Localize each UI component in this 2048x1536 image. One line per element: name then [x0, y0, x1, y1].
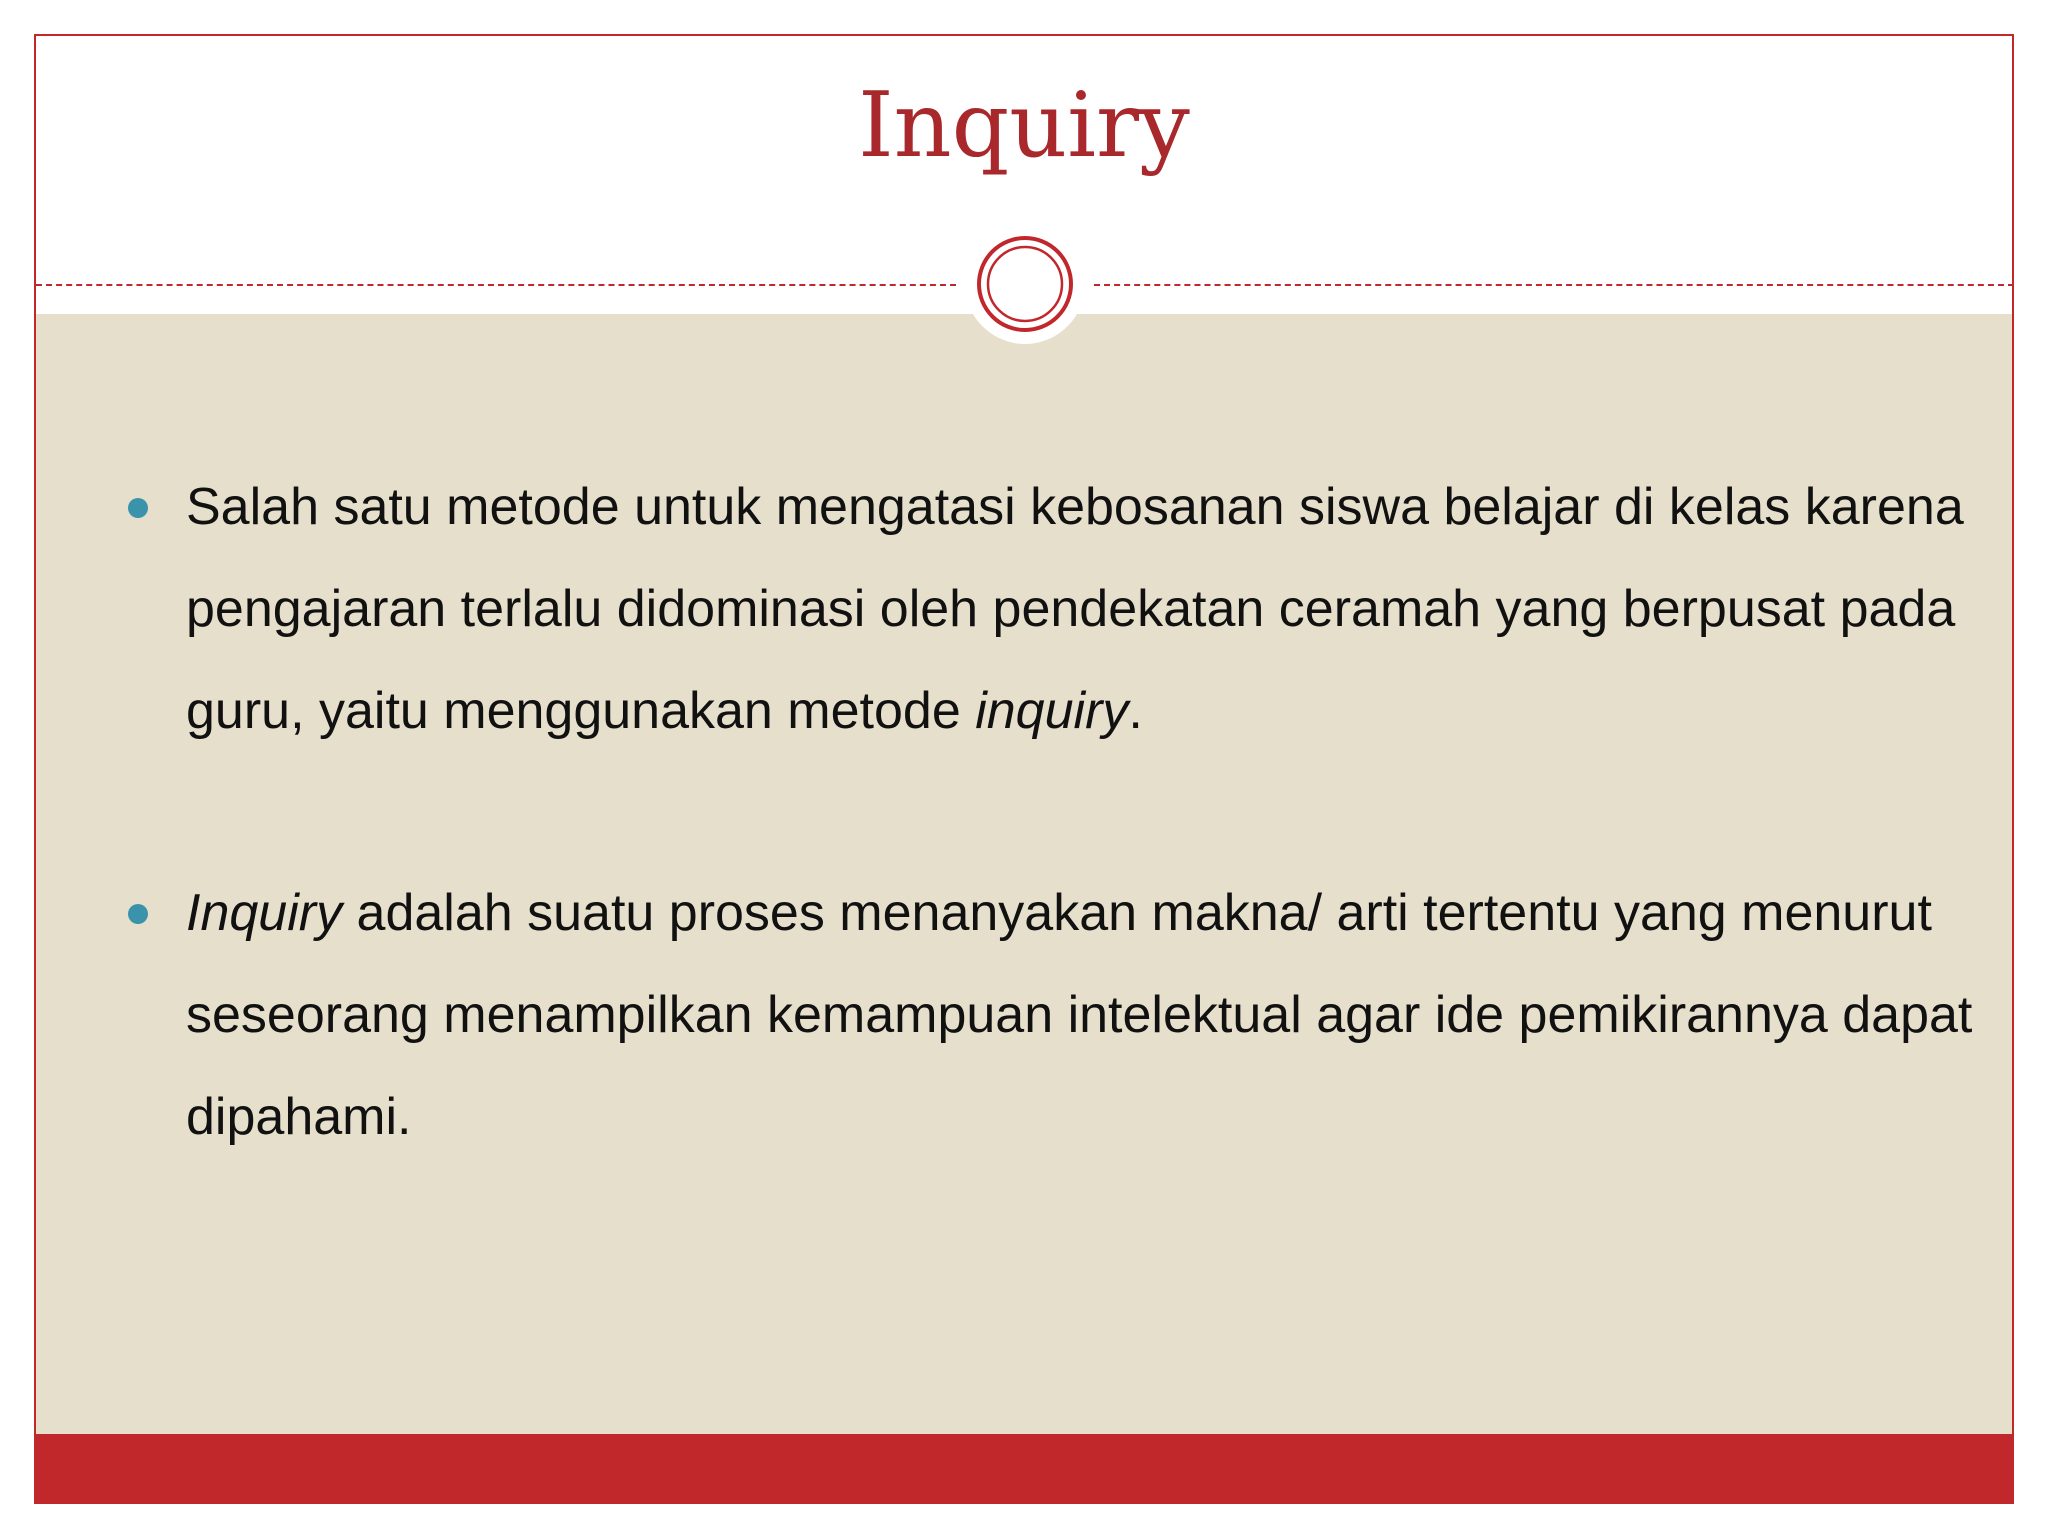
- bullet-text-end: .: [1128, 682, 1143, 740]
- bullet-item: [124, 456, 1984, 762]
- bullet-list: [124, 456, 1984, 1268]
- divider-right: [1094, 284, 2014, 286]
- bullet-item: [124, 862, 1984, 1168]
- slide-frame: [34, 34, 2014, 1504]
- divider-left: [36, 284, 956, 286]
- circle-ornament-icon: [975, 234, 1075, 334]
- bullet-dot-icon: [128, 904, 148, 924]
- bullet-text: adalah suatu proses menanyakan makna/ arti tertentu yang menurut seseorang menampilkan kemampuan intelektual agar ide pemikirannya dapat dipahami.: [186, 884, 1973, 1146]
- bullet-emphasis: Inquiry: [186, 884, 343, 942]
- bullet-dot-icon: [128, 498, 148, 518]
- footer-bar: [36, 1434, 2012, 1504]
- slide-title: Inquiry: [858, 73, 1190, 178]
- bullet-text: Salah satu metode untuk mengatasi kebosanan siswa belajar di kelas karena pengajaran terlalu didominasi oleh pendekatan ceramah yang berpusat pada guru, yaitu menggunakan metode: [186, 478, 1964, 740]
- bullet-emphasis: inquiry: [975, 682, 1129, 740]
